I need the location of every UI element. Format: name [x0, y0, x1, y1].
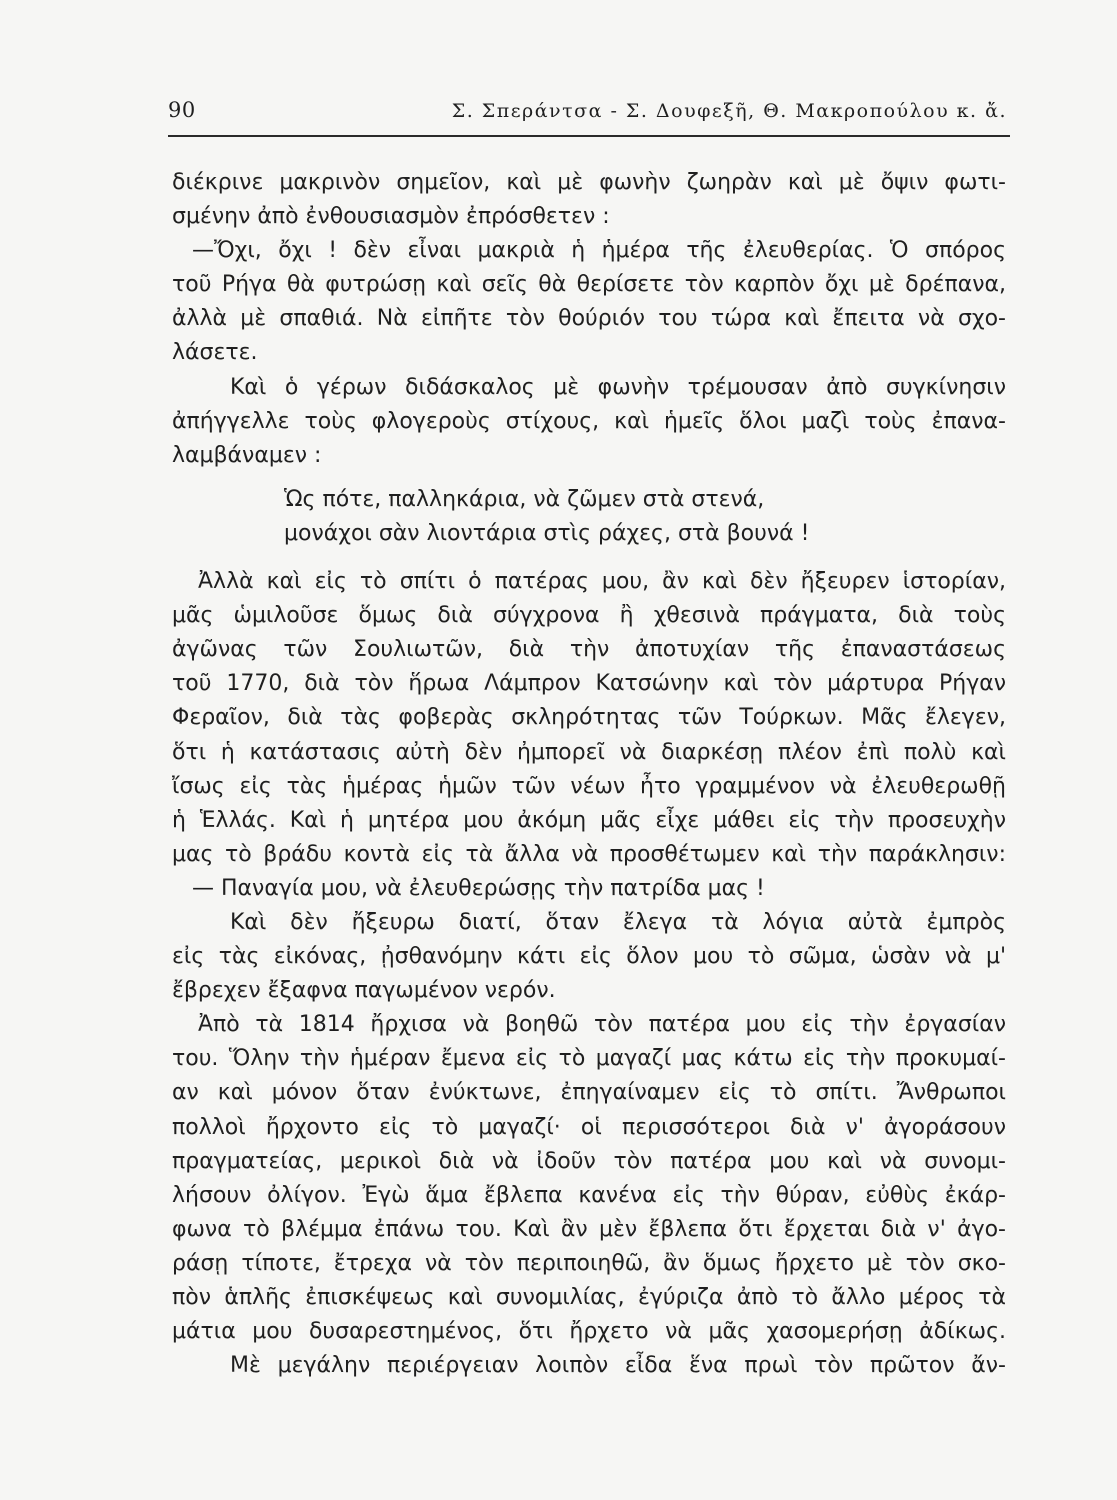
text-line: ράσῃ τίποτε, ἔτρεχα νὰ τὸν περιποιηθῶ, ἂν ὅμως ἤρχετο μὲ τὸν σκο- — [172, 1250, 1006, 1276]
text-line: μᾶς ὡμιλοῦσε ὅμως διὰ σύγχρονα ἢ χθεσινὰ πράγματα, διὰ τοὺς — [172, 603, 1006, 629]
text-line: ἴσως εἰς τὰς ἡμέρας ἡμῶν τῶν νέων ἦτο γραμμένον νὰ ἐλευθερωθῇ — [172, 773, 1006, 799]
text-line: ἀλλὰ μὲ σπαθιά. Νὰ εἰπῆτε τὸν θούριόν του τώρα καὶ ἔπειτα νὰ σχο- — [172, 306, 1006, 332]
text-line: Ἀπὸ τὰ 1814 ἤρχισα νὰ βοηθῶ τὸν πατέρα μου εἰς τὴν ἐργασίαν — [198, 1012, 1006, 1038]
text-line: λάσετε. — [172, 340, 258, 366]
text-line: Καὶ δὲν ἤξευρω διατί, ὅταν ἔλεγα τὰ λόγια αὐτὰ ἐμπρὸς — [230, 909, 1006, 935]
text-line: ἔβρεχεν ἔξαφνα παγωμένον νερόν. — [172, 978, 556, 1004]
verse-line: μονάχοι σὰν λιοντάρια στὶς ράχες, στὰ βουνά ! — [284, 520, 810, 546]
text-line: μας τὸ βράδυ κοντὰ εἰς τὰ ἄλλα νὰ προσθέτωμεν καὶ τὴν παράκλησιν: — [172, 841, 1006, 867]
text-line: Καὶ ὁ γέρων διδάσκαλος μὲ φωνὴν τρέμουσαν ἀπὸ συγκίνησιν — [230, 374, 1006, 400]
text-line: ἡ Ἑλλάς. Καὶ ἡ μητέρα μου ἀκόμη μᾶς εἶχε μάθει εἰς τὴν προσευχὴν — [172, 807, 1006, 833]
text-line: Μὲ μεγάλην περιέργειαν λοιπὸν εἶδα ἕνα πρωὶ τὸν πρῶτον ἄν- — [230, 1353, 1006, 1379]
text-line: ὅτι ἡ κατάστασις αὐτὴ δὲν ἠμπορεῖ νὰ διαρκέσῃ πλέον ἐπὶ πολὺ καὶ — [172, 739, 1006, 765]
text-line: πραγματείας, μερικοὶ διὰ νὰ ἰδοῦν τὸν πατέρα μου καὶ νὰ συνομι- — [172, 1148, 1006, 1174]
running-head: Σ. Σπεράντσα - Σ. Δουφεξῆ, Θ. Μακροπούλου κ. ἄ. — [451, 100, 1007, 122]
body-text — [172, 166, 1006, 1383]
text-line: Ἀλλὰ καὶ εἰς τὸ σπίτι ὁ πατέρας μου, ἂν καὶ δὲν ἤξευρεν ἱστορίαν, — [198, 569, 1006, 595]
text-line: — Παναγία μου, νὰ ἐλευθερώσῃς τὴν πατρίδα μας ! — [192, 875, 765, 901]
text-line: Φεραῖον, διὰ τὰς φοβερὰς σκληρότητας τῶν Τούρκων. Μᾶς ἔλεγεν, — [172, 705, 1006, 731]
text-line: λήσουν ὀλίγον. Ἐγὼ ἅμα ἔβλεπα κανένα εἰς τὴν θύραν, εὐθὺς ἐκάρ- — [172, 1182, 1006, 1208]
text-line: τοῦ Ρήγα θὰ φυτρώσῃ καὶ σεῖς θὰ θερίσετε τὸν καρπὸν ὄχι μὲ δρέπανα, — [172, 272, 1006, 298]
text-line: εἰς τὰς εἰκόνας, ᾐσθανόμην κάτι εἰς ὅλον μου τὸ σῶμα, ὡσὰν νὰ μ' — [172, 944, 1006, 970]
text-line: πὸν ἁπλῆς ἐπισκέψεως καὶ συνομιλίας, ἐγύριζα ἀπὸ τὸ ἄλλο μέρος τὰ — [172, 1285, 1006, 1310]
text-line: λαμβάναμεν : — [172, 442, 322, 468]
text-line: ἀγῶνας τῶν Σουλιωτῶν, διὰ τὴν ἀποτυχίαν τῆς ἐπαναστάσεως — [172, 637, 1006, 663]
header-rule — [168, 135, 1010, 137]
text-line: διέκρινε μακρινὸν σημεῖον, καὶ μὲ φωνὴν ζωηρὰν καὶ μὲ ὄψιν φωτι- — [172, 170, 1006, 195]
text-line: αν καὶ μόνον ὅταν ἐνύκτωνε, ἐπηγαίναμεν εἰς τὸ σπίτι. Ἄνθρωποι — [172, 1080, 1006, 1106]
text-line: τοῦ 1770, διὰ τὸν ἥρωα Λάμπρον Κατσώνην καὶ τὸν μάρτυρα Ρήγαν — [172, 671, 1006, 697]
verse-line: Ὡς πότε, παλληκάρια, νὰ ζῶμεν στὰ στενά, — [284, 486, 765, 512]
text-line: —Ὄχι, ὄχι ! δὲν εἶναι μακριὰ ἡ ἡμέρα τῆς ἐλευθερίας. Ὁ σπόρος — [192, 238, 1006, 264]
text-line: ἀπήγγελλε τοὺς φλογεροὺς στίχους, καὶ ἡμεῖς ὅλοι μαζὶ τοὺς ἐπανα- — [172, 408, 1006, 434]
text-line: πολλοὶ ἤρχοντο εἰς τὸ μαγαζί· οἱ περισσότεροι διὰ ν' ἀγοράσουν — [172, 1114, 1006, 1140]
text-line: σμένην ἀπὸ ἐνθουσιασμὸν ἐπρόσθετεν : — [172, 204, 610, 230]
text-line: του. Ὅλην τὴν ἡμέραν ἔμενα εἰς τὸ μαγαζί μας κάτω εἰς τὴν προκυμαί- — [172, 1046, 1006, 1072]
text-line: φωνα τὸ βλέμμα ἐπάνω του. Καὶ ἂν μὲν ἔβλεπα ὅτι ἔρχεται διὰ ν' ἀγο- — [172, 1216, 1006, 1242]
page-number: 90 — [168, 98, 196, 122]
text-line: μάτια μου δυσαρεστημένος, ὅτι ἤρχετο νὰ μᾶς χασομερήσῃ ἀδίκως. — [172, 1319, 1006, 1345]
